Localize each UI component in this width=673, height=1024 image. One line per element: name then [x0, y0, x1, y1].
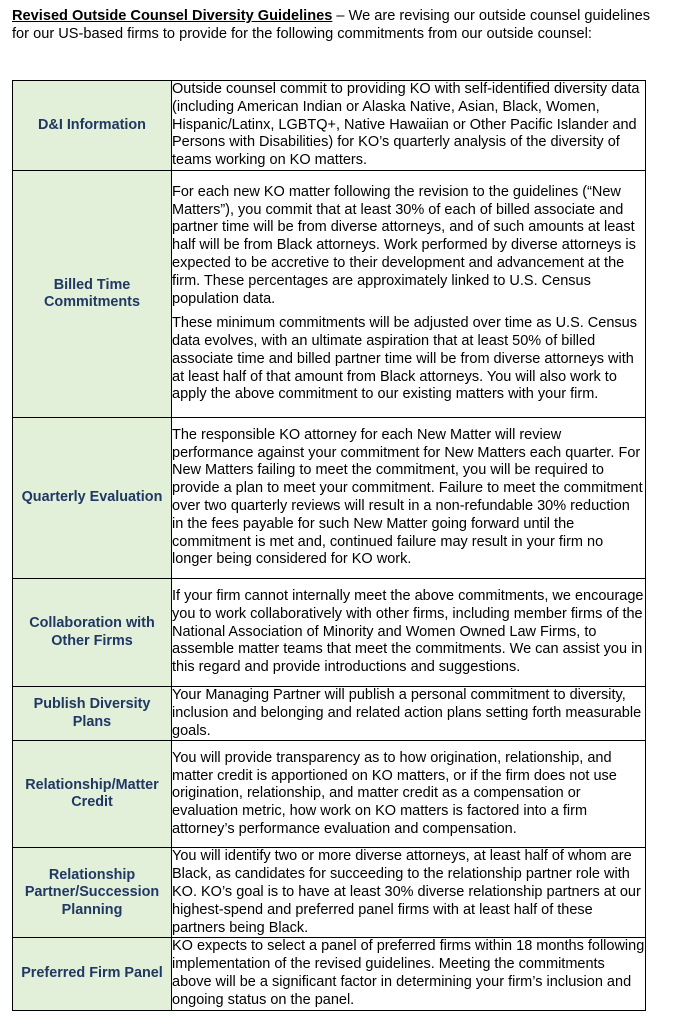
table-row	[13, 579, 646, 687]
row-description	[172, 938, 646, 1010]
row-label: Relationship Partner/Succession Planning	[13, 848, 172, 938]
table-row	[13, 171, 646, 418]
description-paragraph: You will identify two or more diverse attorneys, at least half of whom are Black, as candidates for succeeding to the relationship partner role with KO. KO’s goal is to have at least 30% diverse relationship partners at our highest-spend and preferred panel firms with at least half of these partners being Black.	[172, 848, 641, 936]
row-label: D&I Information	[13, 81, 172, 171]
row-label: Relationship/Matter Credit	[13, 741, 172, 848]
row-label: Publish Diversity Plans	[13, 687, 172, 741]
table-row	[13, 741, 646, 848]
row-description	[172, 848, 646, 938]
row-description	[172, 81, 646, 171]
guidelines-table	[12, 80, 646, 1011]
table-row	[13, 938, 646, 1010]
table-row	[13, 848, 646, 938]
row-description	[172, 418, 646, 579]
description-paragraph: Your Managing Partner will publish a personal commitment to diversity, inclusion and belonging and related action plans setting forth measurable goals.	[172, 687, 642, 739]
description-paragraph: KO expects to select a panel of preferred firms within 18 months following implementation of the revised guidelines. Meeting the commitments above will be a significant factor in determining your firm’s inclusion and ongoing status on the panel.	[172, 938, 645, 1008]
description-paragraph: These minimum commitments will be adjusted over time as U.S. Census data evolves, with an ultimate aspiration that at least 50% of billed associate time and billed partner time will be from diverse attorneys with at least half of that amount from Black attorneys. You will also work to apply the above commitment to our existing matters with your firm.	[172, 315, 637, 403]
table-row	[13, 81, 646, 171]
intro-text: – We are revising our outside counsel guidelines for our US-based firms to provide for the following commitments from our outside counsel:	[12, 8, 651, 42]
description-paragraph: If your firm cannot internally meet the above commitments, we encourage you to work collaboratively with other firms, including member firms of the National Association of Minority and Women Owned Law Firms, to assemble matter teams that meet the commitments. We can assist you in this regard and provide introductions and suggestions.	[172, 588, 644, 676]
description-paragraph: The responsible KO attorney for each New Matter will review performance against your commitment for New Matters each quarter. For New Matters failing to meet the commitment, you will be required to provide a plan to meet your commitment. Failure to meet the commitment over two quarterly reviews will result in a non-refundable 30% reduction in the fees payable for such New Matter going forward until the commitment is met and, continued failure may result in your firm no longer being considered for KO work.	[172, 426, 643, 568]
row-label: Preferred Firm Panel	[13, 938, 172, 1010]
table-row	[13, 418, 646, 579]
description-paragraph: Outside counsel commit to providing KO with self-identified diversity data (including American Indian or Alaska Native, Asian, Black, Women, Hispanic/Latinx, LGBTQ+, Native Hawaiian or Other Pacific Islander and Persons with Disabilities) for KO’s quarterly analysis of the diversity of teams working on KO matters.	[172, 81, 640, 169]
row-description	[172, 741, 646, 848]
table-row	[13, 687, 646, 741]
intro-paragraph	[12, 8, 652, 43]
row-description	[172, 171, 646, 418]
row-description	[172, 687, 646, 741]
row-label: Quarterly Evaluation	[13, 418, 172, 579]
description-paragraph: For each new KO matter following the revision to the guidelines (“New Matters”), you commit that at least 30% of each of billed associate and partner time will be from diverse attorneys, and of such amounts at least half will be from Black attorneys. Work performed by diverse attorneys is expected to be accretive to their development and advancement at the firm. These percentages are approximately linked to U.S. Census population data.	[172, 183, 636, 307]
row-label: Billed Time Commitments	[13, 171, 172, 418]
document-title: Revised Outside Counsel Diversity Guidelines	[12, 8, 333, 24]
description-paragraph: You will provide transparency as to how origination, relationship, and matter credit is apportioned on KO matters, or if the firm does not use origination, relationship, and matter credit as a compensation or evaluation metric, how work on KO matters is factored into a firm attorney’s performance evaluation and compensation.	[172, 749, 617, 838]
row-label: Collaboration with Other Firms	[13, 579, 172, 687]
row-description	[172, 579, 646, 687]
